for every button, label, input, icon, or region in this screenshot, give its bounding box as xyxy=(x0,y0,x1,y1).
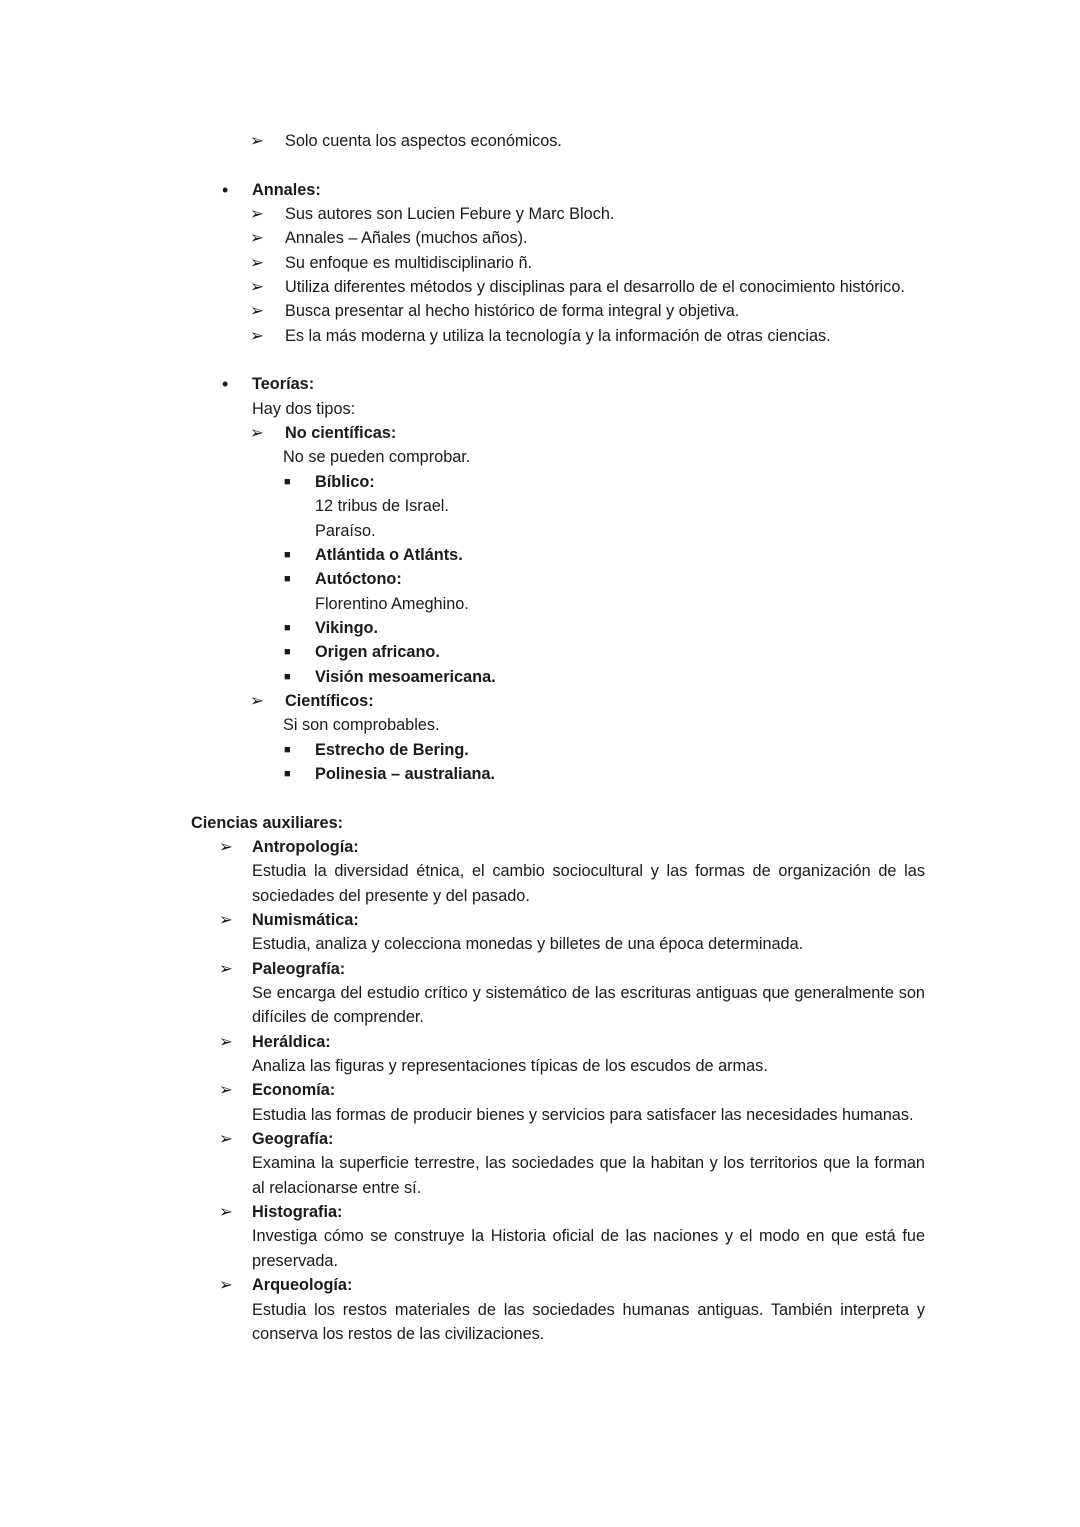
list-item xyxy=(0,1078,1080,1102)
theory-detail: Paraíso. xyxy=(315,521,376,540)
arrow-bullet-icon: ➢ xyxy=(219,1203,233,1222)
arrow-bullet-icon: ➢ xyxy=(219,837,233,856)
square-bullet-icon: ■ xyxy=(284,646,291,659)
arrow-bullet-icon: ➢ xyxy=(219,1130,233,1149)
arrow-bullet-icon: ➢ xyxy=(250,691,264,710)
science-description: Estudia los restos materiales de las sociedades humanas antiguas. También interpreta y conserva los restos de las civilizaciones. xyxy=(252,1300,925,1343)
science-description: Se encarga del estudio crítico y sistemático de las escrituras antiguas que generalmente son difíciles de comprender. xyxy=(252,984,925,1027)
arrow-bullet-icon: ➢ xyxy=(250,302,264,321)
list-item xyxy=(0,202,1080,226)
arrow-bullet-icon: ➢ xyxy=(250,229,264,248)
subsection-desc: No se pueden comprobar. xyxy=(283,448,471,467)
list-item xyxy=(0,738,1080,762)
square-bullet-icon: ■ xyxy=(284,670,291,683)
square-bullet-icon: ■ xyxy=(284,573,291,586)
science-title: Geografía: xyxy=(252,1130,334,1149)
theory-title: Polinesia – australiana. xyxy=(315,764,496,783)
ciencias-section xyxy=(0,811,1080,1347)
list-item xyxy=(0,226,1080,250)
science-description: Analiza las figuras y representaciones típicas de los escudos de armas. xyxy=(252,1057,768,1076)
list-item-text: Sus autores son Lucien Febure y Marc Bloch. xyxy=(285,205,615,224)
science-title: Paleografía: xyxy=(252,959,346,978)
list-item xyxy=(0,835,1080,859)
theory-detail: 12 tribus de Israel. xyxy=(315,497,449,516)
theory-title: Bíblico: xyxy=(315,472,375,491)
theory-title: Estrecho de Bering. xyxy=(315,740,469,759)
science-title: Arqueología: xyxy=(252,1276,353,1295)
section-title: Annales: xyxy=(252,180,321,199)
list-item xyxy=(0,543,1080,567)
arrow-bullet-icon: ➢ xyxy=(250,205,264,224)
square-bullet-icon: ■ xyxy=(284,767,291,780)
arrow-bullet-icon: ➢ xyxy=(250,132,264,150)
science-description: Investiga cómo se construye la Historia oficial de las naciones y el modo en que está fue preservada. xyxy=(252,1227,925,1270)
arrow-bullet-icon: ➢ xyxy=(219,959,233,978)
theory-title: Origen africano. xyxy=(315,643,440,662)
list-item xyxy=(0,470,1080,494)
square-bullet-icon: ■ xyxy=(284,475,291,488)
science-title: Antropología: xyxy=(252,837,359,856)
science-title: Economía: xyxy=(252,1081,336,1100)
list-item xyxy=(0,1200,1080,1224)
arrow-bullet-icon: ➢ xyxy=(219,911,233,929)
science-title: Numismática: xyxy=(252,911,359,929)
list-item xyxy=(0,665,1080,689)
section-title: Teorías: xyxy=(252,375,315,394)
section-heading: Ciencias auxiliares: xyxy=(191,813,344,832)
science-description: Estudia la diversidad étnica, el cambio sociocultural y las formas de organización de las sociedades del presente y del pasado. xyxy=(252,862,925,905)
science-title: Heráldica: xyxy=(252,1032,331,1051)
annales-section xyxy=(0,178,1080,348)
document-page xyxy=(0,129,1080,1346)
theory-title: Autóctono: xyxy=(315,570,402,589)
section-intro: Hay dos tipos: xyxy=(252,399,356,418)
list-item-text: Busca presentar al hecho histórico de forma integral y objetiva. xyxy=(285,302,740,321)
list-item-text: Es la más moderna y utiliza la tecnología y la información de otras ciencias. xyxy=(285,326,831,345)
bullet-icon: • xyxy=(222,179,229,200)
list-item xyxy=(0,251,1080,275)
arrow-bullet-icon: ➢ xyxy=(250,253,264,272)
science-title: Histografia: xyxy=(252,1203,343,1222)
subsection-title: No científicas: xyxy=(285,424,397,443)
arrow-bullet-icon: ➢ xyxy=(219,1032,233,1051)
list-item xyxy=(0,616,1080,640)
list-item-text: Su enfoque es multidisciplinario ñ. xyxy=(285,253,533,272)
science-description: Estudia, analiza y colecciona monedas y billetes de una época determinada. xyxy=(252,935,804,954)
subsection-desc: Si son comprobables. xyxy=(283,716,440,735)
list-item xyxy=(0,1030,1080,1054)
arrow-bullet-icon: ➢ xyxy=(250,424,264,443)
theory-title: Visión mesoamericana. xyxy=(315,667,496,686)
arrow-bullet-icon: ➢ xyxy=(250,326,264,345)
theory-detail: Florentino Ameghino. xyxy=(315,594,469,613)
theory-title: Vikingo. xyxy=(315,618,379,637)
list-item-text: Utiliza diferentes métodos y disciplinas para el desarrollo de el conocimiento histórico. xyxy=(285,278,905,297)
subsection-title: Científicos: xyxy=(285,691,374,710)
list-item xyxy=(0,1127,1080,1151)
list-item xyxy=(0,299,1080,323)
list-item xyxy=(0,762,1080,786)
list-item-text: Annales – Añales (muchos años). xyxy=(285,229,528,248)
list-item xyxy=(0,957,1080,981)
list-item: ➢ Solo cuenta los aspectos económicos. xyxy=(0,129,1080,153)
teorias-section xyxy=(0,372,1080,786)
square-bullet-icon: ■ xyxy=(284,548,291,561)
list-item xyxy=(0,640,1080,664)
arrow-bullet-icon: ➢ xyxy=(219,1081,233,1100)
arrow-bullet-icon: ➢ xyxy=(250,278,264,297)
theory-title: Atlántida o Atlánts. xyxy=(315,545,463,564)
list-item xyxy=(0,324,1080,348)
square-bullet-icon: ■ xyxy=(284,743,291,756)
science-description: Estudia las formas de producir bienes y servicios para satisfacer las necesidades humanas. xyxy=(252,1105,914,1124)
list-item xyxy=(0,275,1080,299)
list-item xyxy=(0,1273,1080,1297)
arrow-bullet-icon: ➢ xyxy=(219,1276,233,1295)
bullet-icon: • xyxy=(222,374,229,395)
square-bullet-icon: ■ xyxy=(284,621,291,634)
list-item xyxy=(0,908,1080,932)
list-item xyxy=(0,567,1080,591)
science-description: Examina la superficie terrestre, las sociedades que la habitan y los territorios que la forman al relacionarse entre sí. xyxy=(252,1154,925,1197)
